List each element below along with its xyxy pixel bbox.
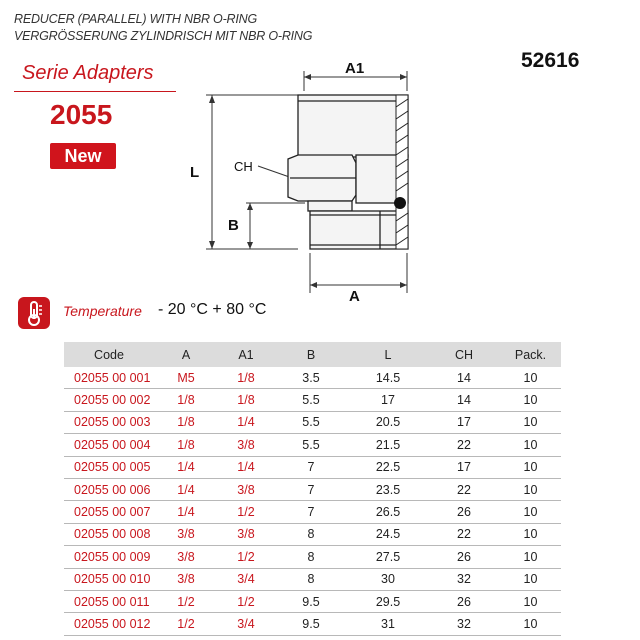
table-cell: 20.5 bbox=[348, 411, 428, 433]
table-cell: 10 bbox=[500, 501, 561, 523]
table-cell: 10 bbox=[500, 434, 561, 456]
table-cell: 1/2 bbox=[154, 590, 218, 612]
column-header: CH bbox=[428, 342, 500, 367]
table-cell: 31 bbox=[348, 613, 428, 635]
table-cell: 10 bbox=[500, 613, 561, 635]
table-cell: 3.5 bbox=[274, 367, 348, 389]
table-cell: 22.5 bbox=[348, 456, 428, 478]
table-cell: 10 bbox=[500, 590, 561, 612]
table-row bbox=[64, 546, 561, 568]
table-cell: 1/4 bbox=[154, 478, 218, 500]
table-cell: 14 bbox=[428, 367, 500, 389]
code-cell: 02055 00 003 bbox=[64, 411, 154, 433]
label-ch: CH bbox=[234, 159, 253, 174]
table-cell: 5.5 bbox=[274, 389, 348, 411]
label-b: B bbox=[228, 217, 239, 234]
table-cell: 26 bbox=[428, 590, 500, 612]
table-cell: 10 bbox=[500, 456, 561, 478]
fitting-technical-drawing bbox=[180, 55, 460, 305]
table-cell: 1/2 bbox=[154, 613, 218, 635]
table-cell: 3/8 bbox=[154, 568, 218, 590]
table-cell: 22 bbox=[428, 478, 500, 500]
fitting-body bbox=[288, 95, 408, 249]
table-cell: 10 bbox=[500, 367, 561, 389]
table-cell: 32 bbox=[428, 568, 500, 590]
column-header: Pack. bbox=[500, 342, 561, 367]
code-cell: 02055 00 001 bbox=[64, 367, 154, 389]
code-cell: 02055 00 005 bbox=[64, 456, 154, 478]
column-header: A bbox=[154, 342, 218, 367]
table-row bbox=[64, 456, 561, 478]
table-cell: 21.5 bbox=[348, 434, 428, 456]
table-row bbox=[64, 501, 561, 523]
temperature-range: - 20 °C + 80 °C bbox=[158, 301, 267, 318]
code-cell: 02055 00 006 bbox=[64, 478, 154, 500]
table-cell: 1/8 bbox=[218, 389, 274, 411]
table-cell: M5 bbox=[154, 367, 218, 389]
table-row bbox=[64, 434, 561, 456]
table-cell: 22 bbox=[428, 523, 500, 545]
temperature-label: Temperature bbox=[63, 303, 142, 319]
table-cell: 1/2 bbox=[218, 501, 274, 523]
table-cell: 5.5 bbox=[274, 434, 348, 456]
table-cell: 29.5 bbox=[348, 590, 428, 612]
code-cell: 02055 00 010 bbox=[64, 568, 154, 590]
column-header: A1 bbox=[218, 342, 274, 367]
table-cell: 10 bbox=[500, 568, 561, 590]
column-header: B bbox=[274, 342, 348, 367]
table-cell: 3/8 bbox=[218, 434, 274, 456]
spec-table bbox=[64, 342, 561, 636]
series-number: 2055 bbox=[50, 99, 113, 130]
new-badge: New bbox=[50, 143, 116, 169]
table-row bbox=[64, 367, 561, 389]
table-cell: 1/8 bbox=[218, 367, 274, 389]
column-header: Code bbox=[64, 342, 154, 367]
label-a: A bbox=[349, 288, 360, 305]
code-cell: 02055 00 007 bbox=[64, 501, 154, 523]
label-l: L bbox=[190, 164, 200, 181]
table-cell: 1/2 bbox=[218, 546, 274, 568]
table-cell: 27.5 bbox=[348, 546, 428, 568]
table-cell: 10 bbox=[500, 546, 561, 568]
code-cell: 02055 00 002 bbox=[64, 389, 154, 411]
table-cell: 26 bbox=[428, 546, 500, 568]
product-code: 52616 bbox=[521, 49, 580, 72]
table-cell: 22 bbox=[428, 434, 500, 456]
table-cell: 14.5 bbox=[348, 367, 428, 389]
section-hatch bbox=[396, 95, 408, 249]
table-cell: 8 bbox=[274, 523, 348, 545]
table-cell: 7 bbox=[274, 478, 348, 500]
o-ring bbox=[394, 197, 406, 209]
table-row bbox=[64, 389, 561, 411]
code-cell: 02055 00 012 bbox=[64, 613, 154, 635]
table-cell: 3/8 bbox=[218, 478, 274, 500]
series-title: Serie Adapters bbox=[22, 62, 154, 84]
table-cell: 3/8 bbox=[154, 523, 218, 545]
table-cell: 30 bbox=[348, 568, 428, 590]
table-cell: 14 bbox=[428, 389, 500, 411]
table-cell: 1/8 bbox=[154, 411, 218, 433]
table-cell: 9.5 bbox=[274, 590, 348, 612]
table-row bbox=[64, 613, 561, 635]
table-cell: 17 bbox=[428, 411, 500, 433]
table-cell: 1/4 bbox=[218, 456, 274, 478]
table-cell: 8 bbox=[274, 546, 348, 568]
table-row bbox=[64, 411, 561, 433]
table-cell: 3/8 bbox=[218, 523, 274, 545]
table-row bbox=[64, 478, 561, 500]
table-header-row bbox=[64, 342, 561, 367]
table-cell: 23.5 bbox=[348, 478, 428, 500]
table-cell: 1/4 bbox=[154, 501, 218, 523]
table-cell: 8 bbox=[274, 568, 348, 590]
table-cell: 3/4 bbox=[218, 568, 274, 590]
label-a1: A1 bbox=[345, 60, 365, 77]
table-cell: 10 bbox=[500, 523, 561, 545]
table-cell: 1/8 bbox=[154, 434, 218, 456]
table-cell: 5.5 bbox=[274, 411, 348, 433]
table-cell: 1/4 bbox=[154, 456, 218, 478]
dimension-a bbox=[310, 253, 407, 293]
table-cell: 32 bbox=[428, 613, 500, 635]
table-cell: 10 bbox=[500, 389, 561, 411]
subtitle-english: REDUCER (PARALLEL) WITH NBR O-RING bbox=[14, 12, 257, 26]
table-row bbox=[64, 568, 561, 590]
series-underline bbox=[14, 91, 176, 92]
table-cell: 7 bbox=[274, 456, 348, 478]
table-cell: 1/8 bbox=[154, 389, 218, 411]
table-cell: 26.5 bbox=[348, 501, 428, 523]
table-cell: 17 bbox=[428, 456, 500, 478]
table-row bbox=[64, 590, 561, 612]
table-cell: 3/8 bbox=[154, 546, 218, 568]
table-cell: 9.5 bbox=[274, 613, 348, 635]
column-header: L bbox=[348, 342, 428, 367]
table-cell: 3/4 bbox=[218, 613, 274, 635]
table-cell: 1/4 bbox=[218, 411, 274, 433]
thermometer-icon bbox=[18, 297, 50, 329]
table-cell: 1/2 bbox=[218, 590, 274, 612]
code-cell: 02055 00 004 bbox=[64, 434, 154, 456]
dimension-b bbox=[246, 203, 305, 249]
table-cell: 17 bbox=[348, 389, 428, 411]
table-cell: 10 bbox=[500, 411, 561, 433]
table-cell: 10 bbox=[500, 478, 561, 500]
table-cell: 7 bbox=[274, 501, 348, 523]
code-cell: 02055 00 009 bbox=[64, 546, 154, 568]
table-row bbox=[64, 523, 561, 545]
code-cell: 02055 00 011 bbox=[64, 590, 154, 612]
subtitle-german: VERGRÖSSERUNG ZYLINDRISCH MIT NBR O-RING bbox=[14, 29, 313, 43]
table-cell: 24.5 bbox=[348, 523, 428, 545]
table-cell: 26 bbox=[428, 501, 500, 523]
code-cell: 02055 00 008 bbox=[64, 523, 154, 545]
